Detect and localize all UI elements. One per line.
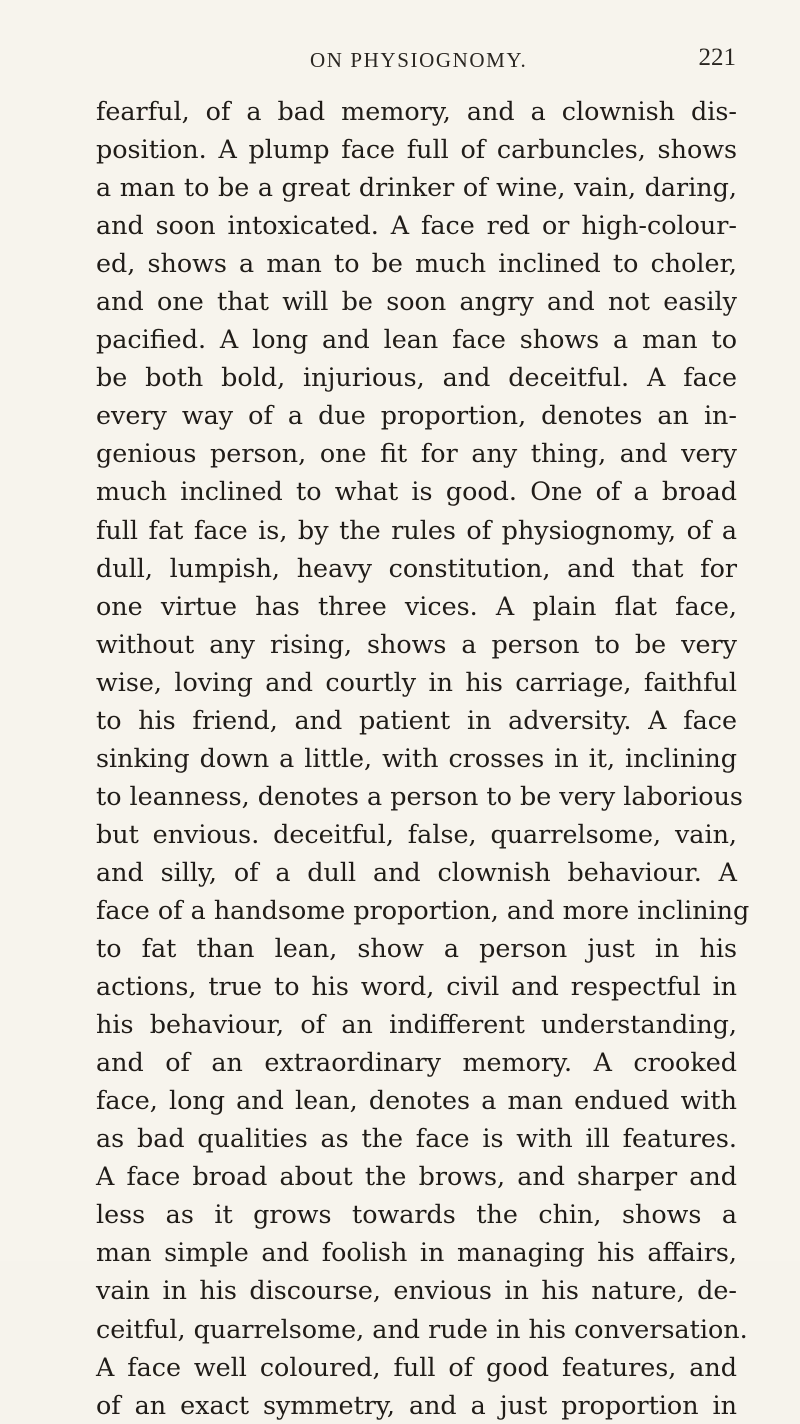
text-line: and soon intoxicated. A face red or high-colour-	[96, 210, 737, 241]
text-line: and silly, of a dull and clownish behaviour. A	[96, 856, 737, 887]
text-line: full fat face is, by the rules of physiognomy, of a	[96, 514, 737, 545]
text-line: vain in his discourse, envious in his nature, de-	[96, 1275, 737, 1306]
text-line: wise, loving and courtly in his carriage, faithful	[96, 666, 737, 697]
text-line: to fat than lean, show a person just in his	[96, 933, 737, 964]
text-line: his behaviour, of an indifferent understanding,	[96, 1009, 737, 1040]
text-line: of an exact symmetry, and a just proportion in	[96, 1389, 737, 1420]
running-head	[96, 44, 736, 84]
text-line: fearful, of a bad memory, and a clownish dis-	[96, 96, 737, 126]
text-line: A face well coloured, full of good features, and	[96, 1351, 737, 1382]
text-line: dull, lumpish, heavy constitution, and that for	[96, 552, 737, 583]
text-line: face, long and lean, denotes a man endued with	[96, 1085, 737, 1116]
text-line: and of an extraordinary memory. A crooked	[96, 1047, 737, 1078]
text-line: pacified. A long and lean face shows a man to	[96, 324, 737, 355]
body-text	[96, 92, 750, 1424]
text-line: much inclined to what is good. One of a broad	[96, 476, 737, 507]
text-line: every way of a due proportion, denotes an in-	[96, 400, 737, 431]
text-line: and one that will be soon angry and not easily	[96, 286, 737, 317]
text-line: ceitful, quarrelsome, and rude in his conversation.	[96, 1313, 748, 1344]
text-line: man simple and foolish in managing his affairs,	[96, 1237, 737, 1268]
text-line: a man to be a great drinker of wine, vain, daring,	[96, 172, 737, 203]
text-line: one virtue has three vices. A plain flat face,	[96, 590, 737, 621]
text-line: position. A plump face full of carbuncles, shows	[96, 134, 737, 165]
text-line: less as it grows towards the chin, shows a	[96, 1199, 737, 1230]
text-line: ed, shows a man to be much inclined to choler,	[96, 248, 737, 279]
text-line: as bad qualities as the face is with ill features.	[96, 1123, 737, 1154]
text-line: A face broad about the brows, and sharper and	[96, 1161, 737, 1192]
page-number: 221	[698, 44, 736, 71]
text-line: to his friend, and patient in adversity. A face	[96, 704, 737, 735]
text-line: sinking down a little, with crosses in it, inclining	[96, 742, 737, 773]
text-line: without any rising, shows a person to be very	[96, 628, 737, 659]
text-line: but envious. deceitful, false, quarrelsome, vain,	[96, 818, 737, 849]
text-line: face of a handsome proportion, and more inclining	[96, 894, 750, 925]
text-line: actions, true to his word, civil and respectful in	[96, 971, 737, 1002]
text-line: be both bold, injurious, and deceitful. A face	[96, 362, 737, 393]
text-line: to leanness, denotes a person to be very laborious	[96, 780, 743, 811]
text-line: genious person, one fit for any thing, and very	[96, 438, 737, 469]
running-title: ON PHYSIOGNOMY.	[310, 48, 528, 72]
